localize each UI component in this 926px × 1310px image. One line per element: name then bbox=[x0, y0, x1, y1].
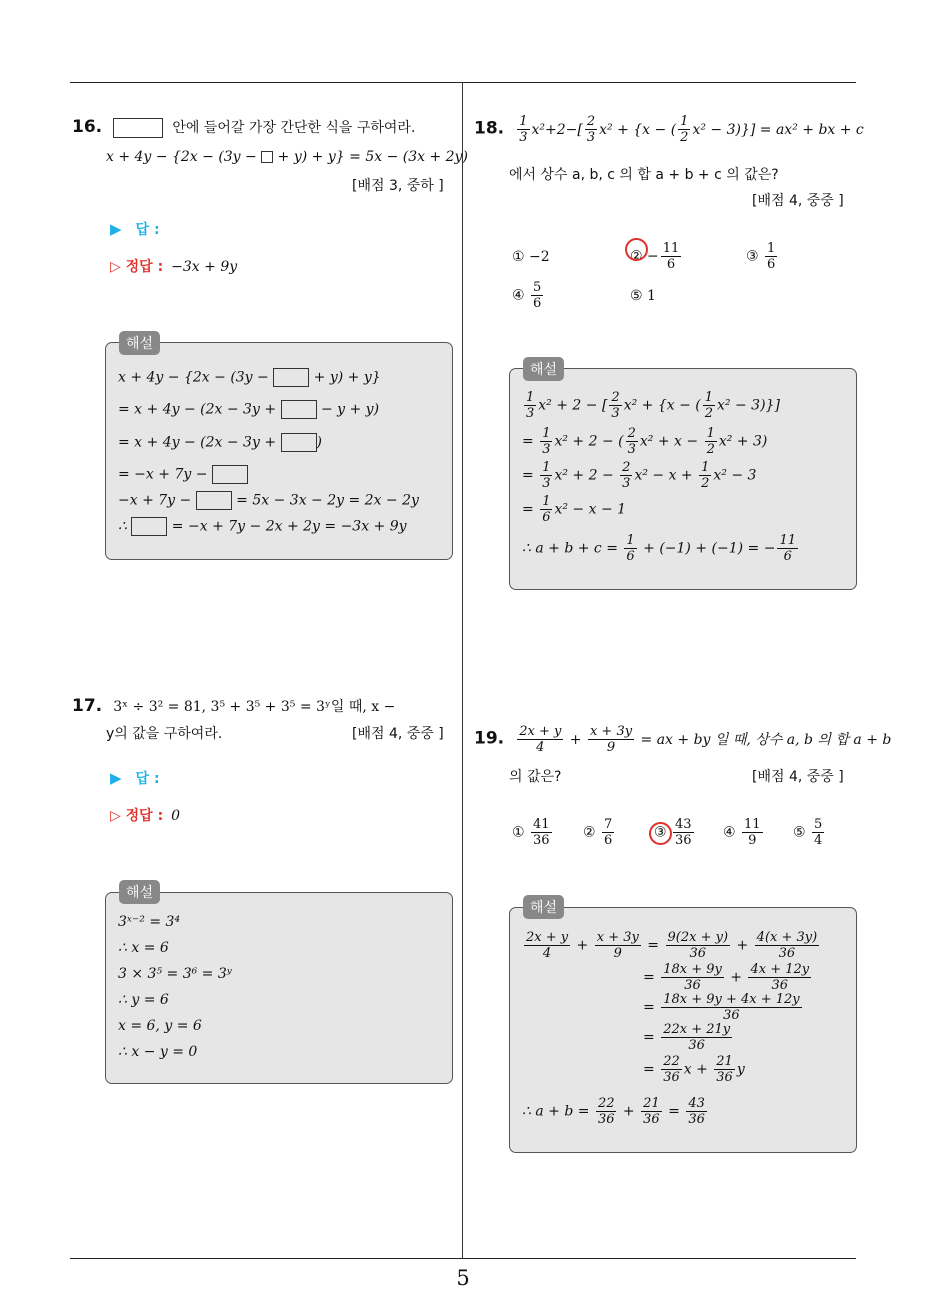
answer-arrow-icon: ▶ bbox=[110, 769, 122, 787]
q16-solution-tag: 해설 bbox=[119, 331, 160, 355]
q18-sol-line-3: = $\frac{1}{3}$ x² + 2 − $\frac{2}{3}$ x² − x + $\frac{1}{2}$ x² − 3 bbox=[522, 460, 757, 491]
q16-sol-line-5: −x + 7y − = 5x − 3x − 2y = 2x − 2y bbox=[118, 492, 419, 509]
q16-blank bbox=[113, 118, 163, 138]
q16-meta: [배점 3, 중하 ] bbox=[352, 178, 444, 194]
q18-choice-2[interactable]: ② − $\frac{11}{6}$ bbox=[630, 241, 683, 272]
q17-prompt-b: y의 값을 구하여라. bbox=[106, 726, 223, 742]
q18-choice-1[interactable]: ① −2 bbox=[512, 249, 550, 265]
q16-prompt: 안에 들어갈 가장 간단한 식을 구하여라. bbox=[172, 120, 416, 136]
q19-choice-1[interactable]: ① $\frac{41}{36}$ bbox=[512, 817, 550, 848]
q17-sol-line-6: ∴ x − y = 0 bbox=[118, 1044, 198, 1060]
q17-sol-line-5: x = 6, y = 6 bbox=[118, 1018, 202, 1034]
q17-correct-row bbox=[110, 805, 180, 825]
q17-answer-label: 답 : bbox=[135, 771, 160, 787]
q16-sol-line-2: = x + 4y − (2x − 3y + − y + y) bbox=[118, 401, 380, 418]
q19-equation: $\frac{2x + y}{4}$ + $\frac{x + 3y}{9}$ = ax + by 일 때, 상수 a, b 의 합 a + b bbox=[519, 724, 892, 755]
q18-equation: $\frac{1}{3}$ x²+2−[ $\frac{2}{3}$ x² + {x − ( $\frac{1}{2}$ x² − 3)}] = ax² + bx + c bbox=[519, 114, 864, 145]
q17-sol-line-1: 3ˣ⁻² = 3⁴ bbox=[118, 914, 181, 930]
q17-header bbox=[72, 696, 395, 716]
q18-sol-line-2: = $\frac{1}{3}$ x² + 2 − ( $\frac{2}{3}$ x² + x − $\frac{1}{2}$ x² + 3) bbox=[522, 426, 768, 457]
q17-meta: [배점 4, 중중 ] bbox=[352, 726, 444, 742]
page-number: 5 bbox=[456, 1266, 470, 1290]
q16-answer-row[interactable] bbox=[110, 219, 160, 239]
q18-sol-line-4: = $\frac{1}{6}$ x² − x − 1 bbox=[522, 494, 627, 525]
q19-sol-line-1: $\frac{2x + y}{4}$ + $\frac{x + 3y}{9}$ = $\frac{9(2x + y)}{36}$ + $\frac{4(x + 3y)}{36}$ bbox=[526, 930, 818, 961]
selected-circle-icon bbox=[625, 238, 648, 261]
q17-sol-line-4: ∴ y = 6 bbox=[118, 992, 169, 1008]
q16-number: 16. bbox=[72, 117, 103, 137]
q17-sol-line-2: ∴ x = 6 bbox=[118, 940, 169, 956]
q18-number: 18. bbox=[474, 118, 505, 139]
q19-sol-line-6: ∴ a + b = $\frac{22}{36}$ + $\frac{21}{36}$ = $\frac{43}{36}$ bbox=[522, 1096, 705, 1127]
q17-correct-value: 0 bbox=[171, 808, 181, 824]
q19-sol-line-2: = $\frac{18x + 9y}{36}$ + $\frac{4x + 12y}{36}$ bbox=[643, 962, 810, 993]
q18-choice-4[interactable]: ④ $\frac{5}{6}$ bbox=[512, 280, 542, 311]
q17-prompt-a: 3ˣ ÷ 3² = 81, 3⁵ + 3⁵ + 3⁵ = 3ʸ일 때, x − bbox=[113, 699, 396, 715]
q16-header bbox=[72, 117, 415, 138]
q17-correct-label: 정답 : bbox=[125, 808, 164, 824]
q16-sol-line-1: x + 4y − {2x − (3y − + y) + y} bbox=[118, 369, 381, 386]
q18-sol-line-5: ∴ a + b + c = $\frac{1}{6}$ + (−1) + (−1) = − $\frac{11}{6}$ bbox=[522, 533, 796, 564]
correct-arrow-icon: ▷ bbox=[110, 259, 126, 275]
q19-sol-line-5: = $\frac{22}{36}$ x + $\frac{21}{36}$ y bbox=[643, 1054, 745, 1085]
q16-sol-line-4: = −x + 7y − bbox=[118, 465, 248, 484]
q16-correct-label: 정답 : bbox=[125, 259, 164, 275]
selected-circle-icon bbox=[649, 822, 672, 845]
q19-number: 19. bbox=[474, 728, 505, 749]
column-divider bbox=[462, 82, 463, 1258]
q16-eq-square bbox=[261, 151, 273, 163]
q18-prompt: 에서 상수 a, b, c 의 합 a + b + c 의 값은? bbox=[509, 167, 779, 183]
correct-arrow-icon: ▷ bbox=[110, 808, 126, 824]
q19-sol-line-4: = $\frac{22x + 21y}{36}$ bbox=[643, 1022, 731, 1053]
q19-header bbox=[474, 724, 891, 755]
q18-choice-5[interactable]: ⑤ 1 bbox=[630, 288, 656, 304]
q16-sol-line-6: ∴ = −x + 7y − 2x + 2y = −3x + 9y bbox=[118, 518, 407, 535]
q19-choice-5[interactable]: ⑤ $\frac{5}{4}$ bbox=[793, 817, 823, 848]
q19-sol-line-3: = $\frac{18x + 9y + 4x + 12y}{36}$ bbox=[643, 992, 800, 1023]
q17-number: 17. bbox=[72, 696, 103, 716]
q17-answer-row[interactable] bbox=[110, 768, 160, 788]
q18-solution-tag: 해설 bbox=[523, 357, 564, 381]
q19-solution-tag: 해설 bbox=[523, 895, 564, 919]
top-rule bbox=[70, 82, 856, 83]
q19-prompt-b: 의 값은? bbox=[509, 769, 562, 785]
q16-correct-row bbox=[110, 256, 237, 276]
q18-choice-3[interactable]: ③ $\frac{1}{6}$ bbox=[746, 241, 776, 272]
q16-correct-value: −3x + 9y bbox=[171, 259, 238, 275]
q19-choice-3[interactable]: ③ $\frac{43}{36}$ bbox=[654, 817, 696, 848]
answer-arrow-icon: ▶ bbox=[110, 220, 122, 238]
q16-sol-line-3: = x + 4y − (2x − 3y + ) bbox=[118, 434, 322, 451]
q19-choice-2[interactable]: ② $\frac{7}{6}$ bbox=[583, 817, 613, 848]
q17-solution-tag: 해설 bbox=[119, 880, 160, 904]
q16-answer-label: 답 : bbox=[135, 222, 160, 238]
bottom-rule bbox=[70, 1258, 856, 1259]
q17-sol-line-3: 3 × 3⁵ = 3⁶ = 3ʸ bbox=[118, 966, 232, 982]
q18-header bbox=[474, 114, 864, 145]
q16-equation: x + 4y − {2x − (3y − + y) + y} = 5x − (3x + 2y) bbox=[106, 149, 468, 165]
q18-meta: [배점 4, 중중 ] bbox=[752, 193, 844, 209]
q19-choice-4[interactable]: ④ $\frac{11}{9}$ bbox=[723, 817, 761, 848]
q18-sol-line-1: $\frac{1}{3}$ x² + 2 − [ $\frac{2}{3}$ x² + {x − ( $\frac{1}{2}$ x² − 3)}] bbox=[526, 390, 780, 421]
q19-meta: [배점 4, 중중 ] bbox=[752, 769, 844, 785]
